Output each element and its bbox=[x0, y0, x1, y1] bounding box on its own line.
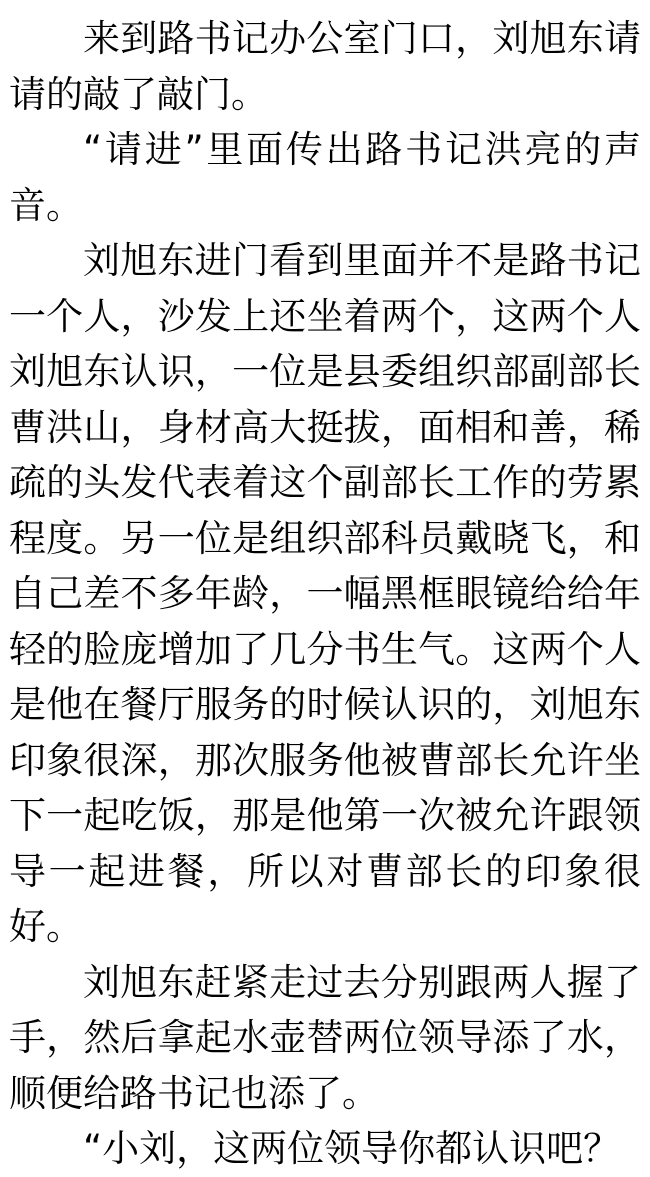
page-text-container bbox=[9, 11, 641, 1177]
novel-paragraph: “小刘，这两位领导你都认识吧？ bbox=[83, 1127, 621, 1170]
novel-paragraph: “请进”里面传出路书记洪亮的声音。 bbox=[9, 128, 641, 227]
novel-paragraph: 刘旭东赶紧走过去分别跟两人握了手，然后拿起水壶替两位领导添了水，顺便给路书记也添了。 bbox=[9, 960, 641, 1115]
novel-paragraph: 刘旭东进门看到里面并不是路书记一个人，沙发上还坐着两个，这两个人刘旭东认识，一位是县委组织部副部长曹洪山，身材高大挺拔，面相和善，稀疏的头发代表着这个副部长工作的劳累程度。另一位是组织部科员戴晓飞，和自己差不多年龄，一幅黑框眼镜给给年轻的脸庞增加了几分书生气。这两个人是他在餐厅服务的时候认识的，刘旭东印象很深，那次服务他被曹部长允许坐下一起吃饭，那是他第一次被允许跟领导一起进餐，所以对曹部长的印象很好。 bbox=[9, 239, 641, 948]
novel-paragraph: 来到路书记办公室门口，刘旭东请请的敲了敲门。 bbox=[9, 17, 641, 116]
